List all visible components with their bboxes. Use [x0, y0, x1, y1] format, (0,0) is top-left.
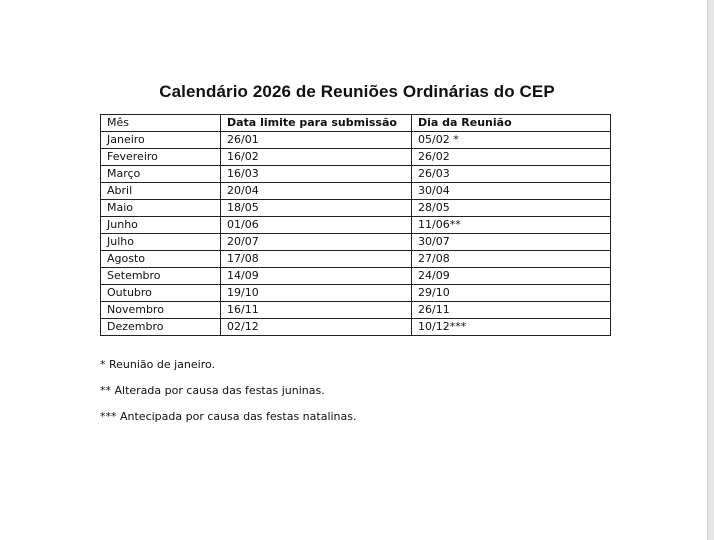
table-header-row: [101, 115, 611, 132]
cell-deadline: 19/10: [221, 285, 412, 302]
cell-deadline: 26/01: [221, 132, 412, 149]
cell-month: Novembro: [101, 302, 221, 319]
table-row: [101, 149, 611, 166]
cell-deadline: 02/12: [221, 319, 412, 336]
cell-month: Abril: [101, 183, 221, 200]
document-title: Calendário 2026 de Reuniões Ordinárias do CEP: [159, 82, 555, 101]
footnote-december: *** Antecipada por causa das festas natalinas.: [100, 410, 357, 423]
table-row: [101, 217, 611, 234]
cell-meeting-day: 26/11: [412, 302, 611, 319]
header-month: Mês: [101, 115, 221, 132]
meeting-calendar-table: [100, 114, 611, 336]
cell-meeting-day: 29/10: [412, 285, 611, 302]
cell-month: Julho: [101, 234, 221, 251]
cell-deadline: 18/05: [221, 200, 412, 217]
footnote-january: * Reunião de janeiro.: [100, 358, 216, 371]
cell-meeting-day: 05/02 *: [412, 132, 611, 149]
page-edge: [707, 0, 714, 540]
table-row: [101, 166, 611, 183]
table-row: [101, 183, 611, 200]
cell-deadline: 14/09: [221, 268, 412, 285]
table-row: [101, 132, 611, 149]
cell-meeting-day: 28/05: [412, 200, 611, 217]
cell-deadline: 20/07: [221, 234, 412, 251]
cell-deadline: 17/08: [221, 251, 412, 268]
header-submission-deadline: Data limite para submissão: [221, 115, 412, 132]
footnote-june: ** Alterada por causa das festas juninas.: [100, 384, 325, 397]
cell-meeting-day: 10/12***: [412, 319, 611, 336]
table-row: [101, 200, 611, 217]
table-row: [101, 302, 611, 319]
cell-meeting-day: 26/02: [412, 149, 611, 166]
table-row: [101, 319, 611, 336]
cell-deadline: 20/04: [221, 183, 412, 200]
cell-meeting-day: 30/07: [412, 234, 611, 251]
cell-month: Fevereiro: [101, 149, 221, 166]
cell-month: Dezembro: [101, 319, 221, 336]
cell-month: Setembro: [101, 268, 221, 285]
cell-deadline: 16/02: [221, 149, 412, 166]
cell-month: Agosto: [101, 251, 221, 268]
table-row: [101, 251, 611, 268]
cell-meeting-day: 30/04: [412, 183, 611, 200]
table-row: [101, 285, 611, 302]
cell-deadline: 16/03: [221, 166, 412, 183]
cell-month: Janeiro: [101, 132, 221, 149]
cell-month: Junho: [101, 217, 221, 234]
table-row: [101, 268, 611, 285]
cell-deadline: 01/06: [221, 217, 412, 234]
cell-month: Março: [101, 166, 221, 183]
cell-meeting-day: 24/09: [412, 268, 611, 285]
footnotes: [100, 358, 357, 436]
cell-meeting-day: 27/08: [412, 251, 611, 268]
table-row: [101, 234, 611, 251]
header-meeting-day: Dia da Reunião: [412, 115, 611, 132]
cell-meeting-day: 26/03: [412, 166, 611, 183]
cell-meeting-day: 11/06**: [412, 217, 611, 234]
cell-month: Outubro: [101, 285, 221, 302]
cell-month: Maio: [101, 200, 221, 217]
cell-deadline: 16/11: [221, 302, 412, 319]
